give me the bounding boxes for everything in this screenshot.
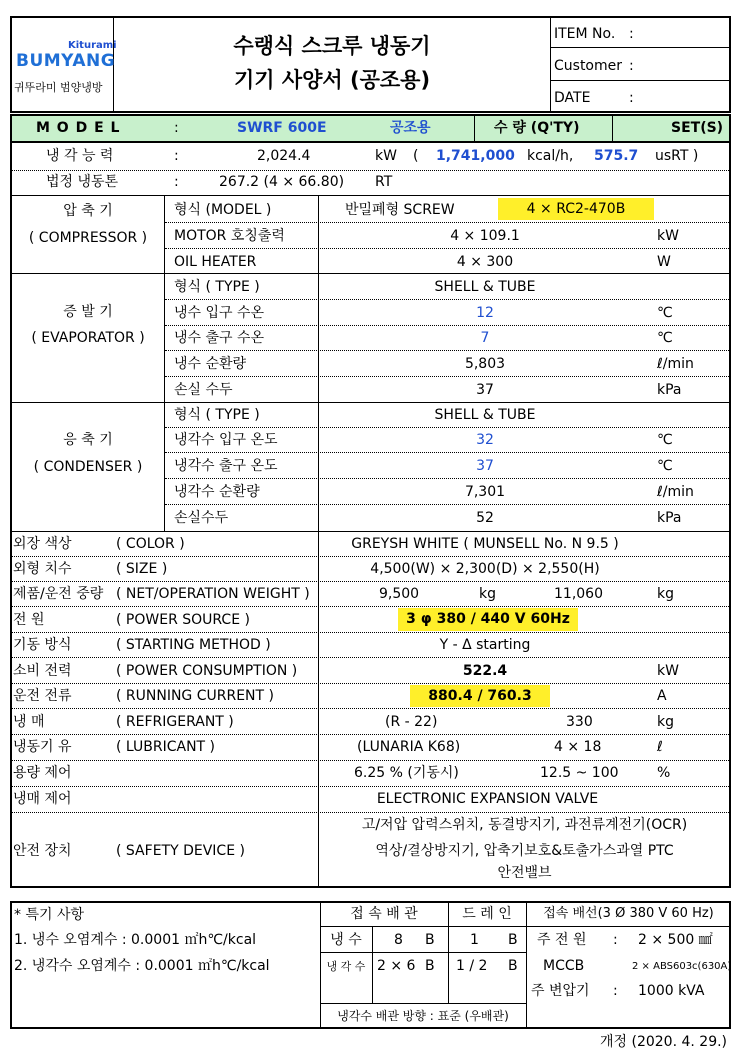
compressor-model-value: 4 × RC2-470B (526, 201, 626, 217)
model-use: 공조용 (390, 120, 431, 136)
safety-line2: 역상/결상방지기, 압축기보호&토출가스과열 PTC (375, 843, 674, 859)
refrigerant-control-value: ELECTRONIC EXPANSION VALVE (376, 791, 599, 807)
piping-footer: 냉각수 배관 방향 : 표준 (우배관) (337, 1009, 509, 1023)
piping-header: 접 속 배 관 (350, 906, 418, 922)
operation-weight: 11,060 (554, 586, 603, 602)
mccb-value: 2 × ABS603c(630A) (632, 961, 732, 972)
item-no-label: ITEM No. (554, 26, 616, 42)
qty-label: 수 량 (Q'TY) (494, 120, 580, 136)
logo-brand: BUMYANG (16, 51, 116, 71)
main-power-value: 2 × 500 ㎟ (638, 932, 713, 948)
consumption-value: 522.4 (462, 663, 508, 679)
date-label: DATE (554, 90, 591, 106)
customer-label: Customer (554, 58, 623, 74)
capacity-control-range: 12.5 ~ 100 (540, 765, 619, 781)
wiring-header: 접속 배선(3 Ø 380 V 60 Hz) (543, 906, 714, 921)
notes-title: * 특기 사항 (14, 907, 84, 923)
drain-header: 드 레 인 (462, 906, 512, 922)
note-2: 2. 냉각수 오염계수 : 0.0001 ㎡h℃/kcal (14, 958, 270, 974)
starting-value: Y - Δ starting (439, 637, 531, 653)
compressor-label-en: ( COMPRESSOR ) (28, 230, 148, 246)
header-box (10, 16, 731, 113)
note-1: 1. 냉수 오염계수 : 0.0001 ㎡h℃/kcal (14, 932, 257, 948)
capacity-kw: 2,024.4 (257, 148, 311, 164)
qty-value: SET(S) (671, 120, 724, 136)
capacity-kcal: 1,741,000 (436, 148, 515, 164)
logo-brand-top: Kiturami (68, 40, 117, 51)
document-title-line2: 기기 사양서 (공조용) (233, 68, 431, 92)
legal-rt-value: 267.2 (4 × 66.80) (219, 174, 345, 190)
safety-line1: 고/저압 압력스위치, 동결방지기, 과전류계전기(OCR) (361, 817, 688, 833)
refrigerant-qty: 330 (566, 714, 593, 730)
condenser-label: 응 축 기 (63, 432, 113, 448)
document-title-line1: 수랭식 스크루 냉동기 (233, 34, 431, 58)
evaporator-label-en: ( EVAPORATOR ) (31, 330, 145, 346)
capacity-control-value: 6.25 % (기동시) (354, 765, 459, 781)
model-label: M O D E L (36, 120, 121, 136)
transformer-value: 1000 kVA (638, 983, 705, 999)
refrigerant-value: (R - 22) (385, 714, 438, 730)
evaporator-label: 증 발 기 (63, 304, 113, 320)
current-value: 880.4 / 760.3 (428, 688, 532, 704)
color-value: GREYSH WHITE ( MUNSELL No. N 9.5 ) (351, 536, 619, 552)
size-value: 4,500(W) × 2,300(D) × 2,550(H) (370, 561, 600, 577)
compressor-label: 압 축 기 (63, 203, 113, 219)
revision: 개정 (2020. 4. 29.) (600, 1034, 728, 1050)
lubricant-value: (LUNARIA K68) (357, 739, 461, 755)
lubricant-qty: 4 × 18 (554, 739, 602, 755)
logo-subtitle: 귀뚜라미 범양냉방 (14, 81, 103, 94)
capacity-usrt: 575.7 (594, 148, 639, 164)
condenser-label-en: ( CONDENSER ) (33, 459, 143, 475)
power-value: 3 φ 380 / 440 V 60Hz (406, 611, 570, 627)
model-value: SWRF 600E (237, 120, 327, 136)
legal-rt-label: 법정 냉동톤 (46, 174, 119, 190)
capacity-label: 냉 각 능 력 (46, 148, 114, 164)
net-weight: 9,500 (379, 586, 420, 602)
safety-line3: 안전밸브 (497, 865, 552, 881)
